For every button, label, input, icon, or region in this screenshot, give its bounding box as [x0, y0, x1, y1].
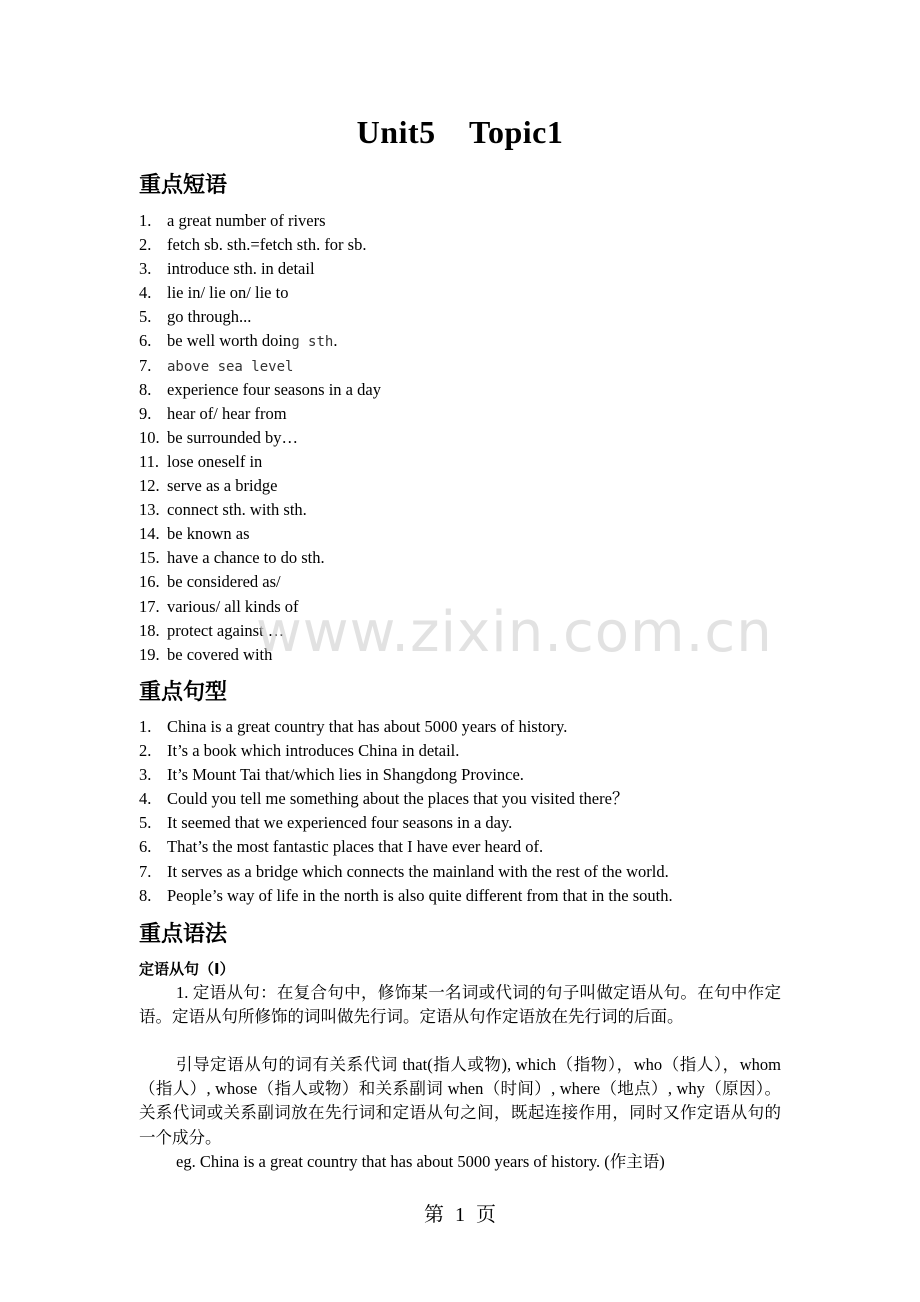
phrase-item	[139, 546, 381, 570]
item-number: 19.	[139, 644, 160, 664]
item-number: 7.	[139, 355, 152, 375]
item-text-mono: g sth	[291, 334, 334, 351]
item-text: lose oneself in	[167, 451, 263, 471]
item-text: That’s the most fantastic places that I have ever heard of.	[167, 837, 544, 857]
item-text: be considered as/	[167, 572, 281, 592]
item-number: 10.	[139, 427, 160, 447]
item-text: connect sth. with sth.	[167, 500, 307, 520]
sentence-item	[139, 739, 673, 763]
phrase-item	[139, 378, 381, 402]
phrase-item	[139, 426, 381, 450]
item-text: be known as	[167, 524, 250, 544]
item-text: It’s a book which introduces China in detail.	[167, 741, 460, 761]
sentence-item	[139, 763, 673, 787]
item-text: serve as a bridge	[167, 476, 278, 496]
item-text: protect against …	[167, 620, 285, 640]
item-text: It seemed that we experienced four seasons in a day.	[167, 813, 513, 833]
sentences-heading: 重点句型	[139, 680, 228, 705]
item-text: be covered with	[167, 644, 273, 664]
item-number: 9.	[139, 403, 152, 423]
item-text: China is a great country that has about 5000 years of history.	[167, 717, 568, 736]
phrase-item	[139, 305, 381, 329]
item-number: 5.	[139, 307, 152, 327]
item-number: 6.	[139, 331, 152, 351]
item-number: 18.	[139, 620, 160, 640]
item-text: It’s Mount Tai that/which lies in Shangdong Province.	[167, 765, 524, 785]
item-text: experience four seasons in a day	[167, 379, 381, 399]
page-title: Unit5 Topic1	[356, 114, 564, 150]
sentence-item	[139, 835, 673, 859]
item-text: Could you tell me something about the places that you visited there？	[167, 789, 629, 809]
phrase-item	[139, 233, 381, 257]
phrase-item	[139, 498, 381, 522]
phrase-item	[139, 450, 381, 474]
item-number: 13.	[139, 500, 160, 520]
item-text: go through...	[167, 307, 252, 327]
item-text: fetch sb. sth.=fetch sth. for sb.	[167, 235, 367, 255]
phrase-item	[139, 474, 381, 498]
item-number: 4.	[139, 283, 152, 303]
item-number: 1.	[139, 211, 152, 230]
item-text: various/ all kinds of	[167, 596, 299, 616]
grammar-subheading: 定语从句（Ⅰ）	[139, 960, 235, 978]
sentence-item	[139, 884, 673, 908]
grammar-paragraph-1: 1. 定语从句：在复合句中，修饰某一名词或代词的句子叫做定语从句。在句中作定语。定语从句所修饰的词叫做先行词。定语从句作定语放在先行词的后面。	[139, 983, 781, 1027]
item-number: 11.	[139, 451, 160, 471]
item-text: introduce sth. in detail	[167, 259, 315, 279]
item-text: It serves as a bridge which connects the mainland with the rest of the world.	[167, 861, 669, 881]
item-number: 3.	[139, 765, 152, 785]
phrases-heading: 重点短语	[139, 173, 228, 198]
grammar-paragraph-2: 引导定语从句的词有关系代词 that(指人或物), which（指物），who（指人），whom（指人）, whose（指人或物）和关系副词 when（时间）, where（地点）, why（原因）。关系代词或关系副词放在先行词和定语从句之间，既起连接作用，同时又作定语从句的一个成分。	[139, 1055, 781, 1147]
sentence-item	[139, 811, 673, 835]
phrase-item	[139, 329, 381, 353]
item-number: 6.	[139, 837, 152, 857]
item-number: 2.	[139, 741, 152, 761]
phrase-item	[139, 354, 381, 378]
item-text: lie in/ lie on/ lie to	[167, 283, 289, 303]
item-text: a great number of rivers	[167, 211, 326, 230]
item-number: 3.	[139, 259, 152, 279]
phrases-list	[139, 209, 381, 667]
phrase-item	[139, 570, 381, 594]
item-number: 17.	[139, 596, 160, 616]
item-number: 16.	[139, 572, 160, 592]
phrase-item	[139, 209, 381, 233]
item-number: 15.	[139, 548, 160, 568]
watermark: www.zixin.com.cn	[256, 600, 773, 665]
sentences-list	[139, 715, 673, 908]
item-text: be surrounded by…	[167, 427, 299, 447]
grammar-heading: 重点语法	[139, 922, 228, 947]
item-text: have a chance to do sth.	[167, 548, 325, 568]
item-text: be well worth doin	[167, 331, 292, 351]
grammar-example: eg. China is a great country that has about 5000 years of history. (作主语)	[176, 1152, 665, 1171]
item-number: 8.	[139, 379, 152, 399]
page-footer: 第 1 页	[424, 1204, 496, 1226]
item-number: 5.	[139, 813, 152, 833]
item-number: 8.	[139, 885, 152, 905]
item-text: People’s way of life in the north is also quite different from that in the south.	[167, 885, 673, 905]
item-text-mono: above sea level	[167, 358, 294, 375]
phrase-item	[139, 257, 381, 281]
item-text-tail: .	[333, 331, 338, 351]
item-number: 12.	[139, 476, 160, 496]
phrase-item	[139, 402, 381, 426]
item-number: 4.	[139, 789, 152, 809]
sentence-item	[139, 715, 673, 739]
sentence-item	[139, 787, 673, 811]
sentence-item	[139, 860, 673, 884]
item-number: 1.	[139, 717, 152, 736]
item-number: 2.	[139, 235, 152, 255]
item-number: 14.	[139, 524, 160, 544]
item-text: hear of/ hear from	[167, 403, 287, 423]
phrase-item	[139, 281, 381, 305]
item-number: 7.	[139, 861, 152, 881]
phrase-item	[139, 522, 381, 546]
